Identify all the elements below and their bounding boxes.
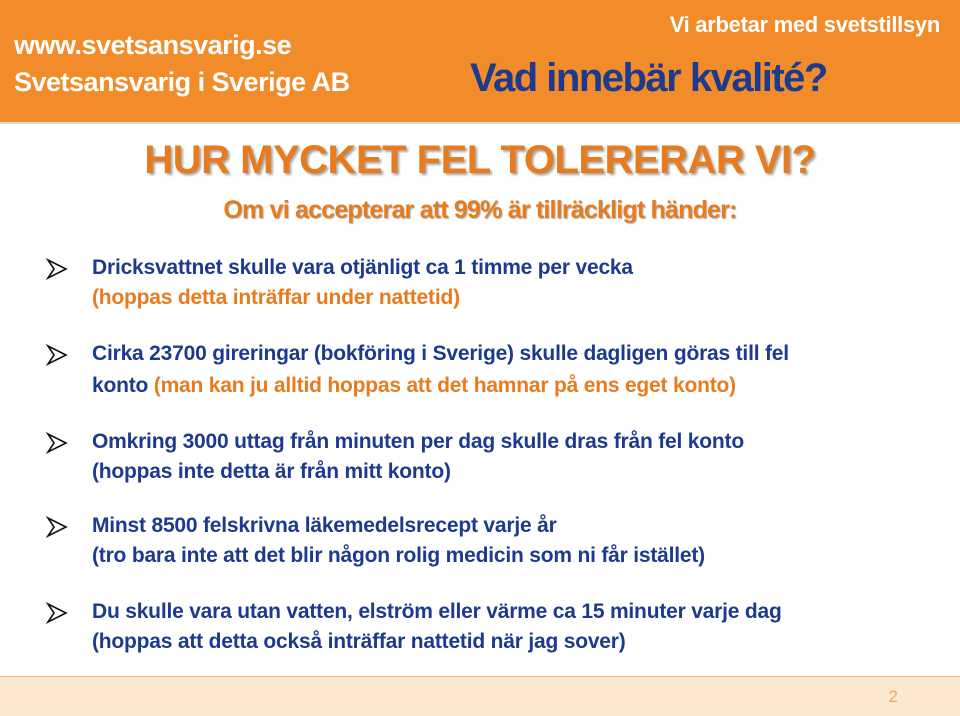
bullet-line-start: konto [92, 374, 149, 397]
bullet-line: Omkring 3000 uttag från minuten per dag skulle dras från fel konto [92, 430, 744, 453]
arrowhead-bullet-icon [46, 602, 68, 624]
bullet-line: (hoppas detta inträffar under nattetid) [92, 286, 460, 309]
bullet-line: Du skulle vara utan vatten, elström eller värme ca 15 minuter varje dag [92, 600, 782, 623]
slide-subtitle: Om vi accepterar att 99% är tillräckligt händer: [223, 196, 737, 224]
company-name: Svetsansvarig i Sverige AB [14, 67, 350, 97]
bullet-line-tail: (man kan ju alltid hoppas att det hamnar på ens eget konto) [148, 374, 736, 397]
arrowhead-bullet-icon [46, 258, 68, 280]
bullet-line: Dricksvattnet skulle vara otjänligt ca 1 timme per vecka [92, 256, 633, 279]
header-band [0, 0, 960, 124]
arrowhead-bullet-icon [46, 432, 68, 454]
slide-title: HUR MYCKET FEL TOLERERAR VI? [144, 138, 816, 182]
header-tagline: Vi arbetar med svetstillsyn [669, 12, 940, 37]
page-number: 2 [888, 687, 898, 706]
footer-band [0, 676, 960, 716]
header-title: Vad innebär kvalité? [470, 56, 827, 100]
bullet-line: Minst 8500 felskrivna läkemedelsrecept varje år [92, 514, 557, 537]
arrowhead-bullet-icon [46, 344, 68, 366]
bullet-line: Cirka 23700 gireringar (bokföring i Sverige) skulle dagligen göras till fel [92, 342, 789, 365]
bullet-line: (hoppas att detta också inträffar nattetid när jag sover) [92, 630, 626, 653]
site-url: www.svetsansvarig.se [14, 30, 292, 60]
bullet-line: (hoppas inte detta är från mitt konto) [92, 460, 451, 483]
bullet-line: (tro bara inte att det blir någon rolig medicin som ni får istället) [92, 544, 705, 567]
arrowhead-bullet-icon [46, 516, 68, 538]
bullet-line [92, 374, 736, 398]
